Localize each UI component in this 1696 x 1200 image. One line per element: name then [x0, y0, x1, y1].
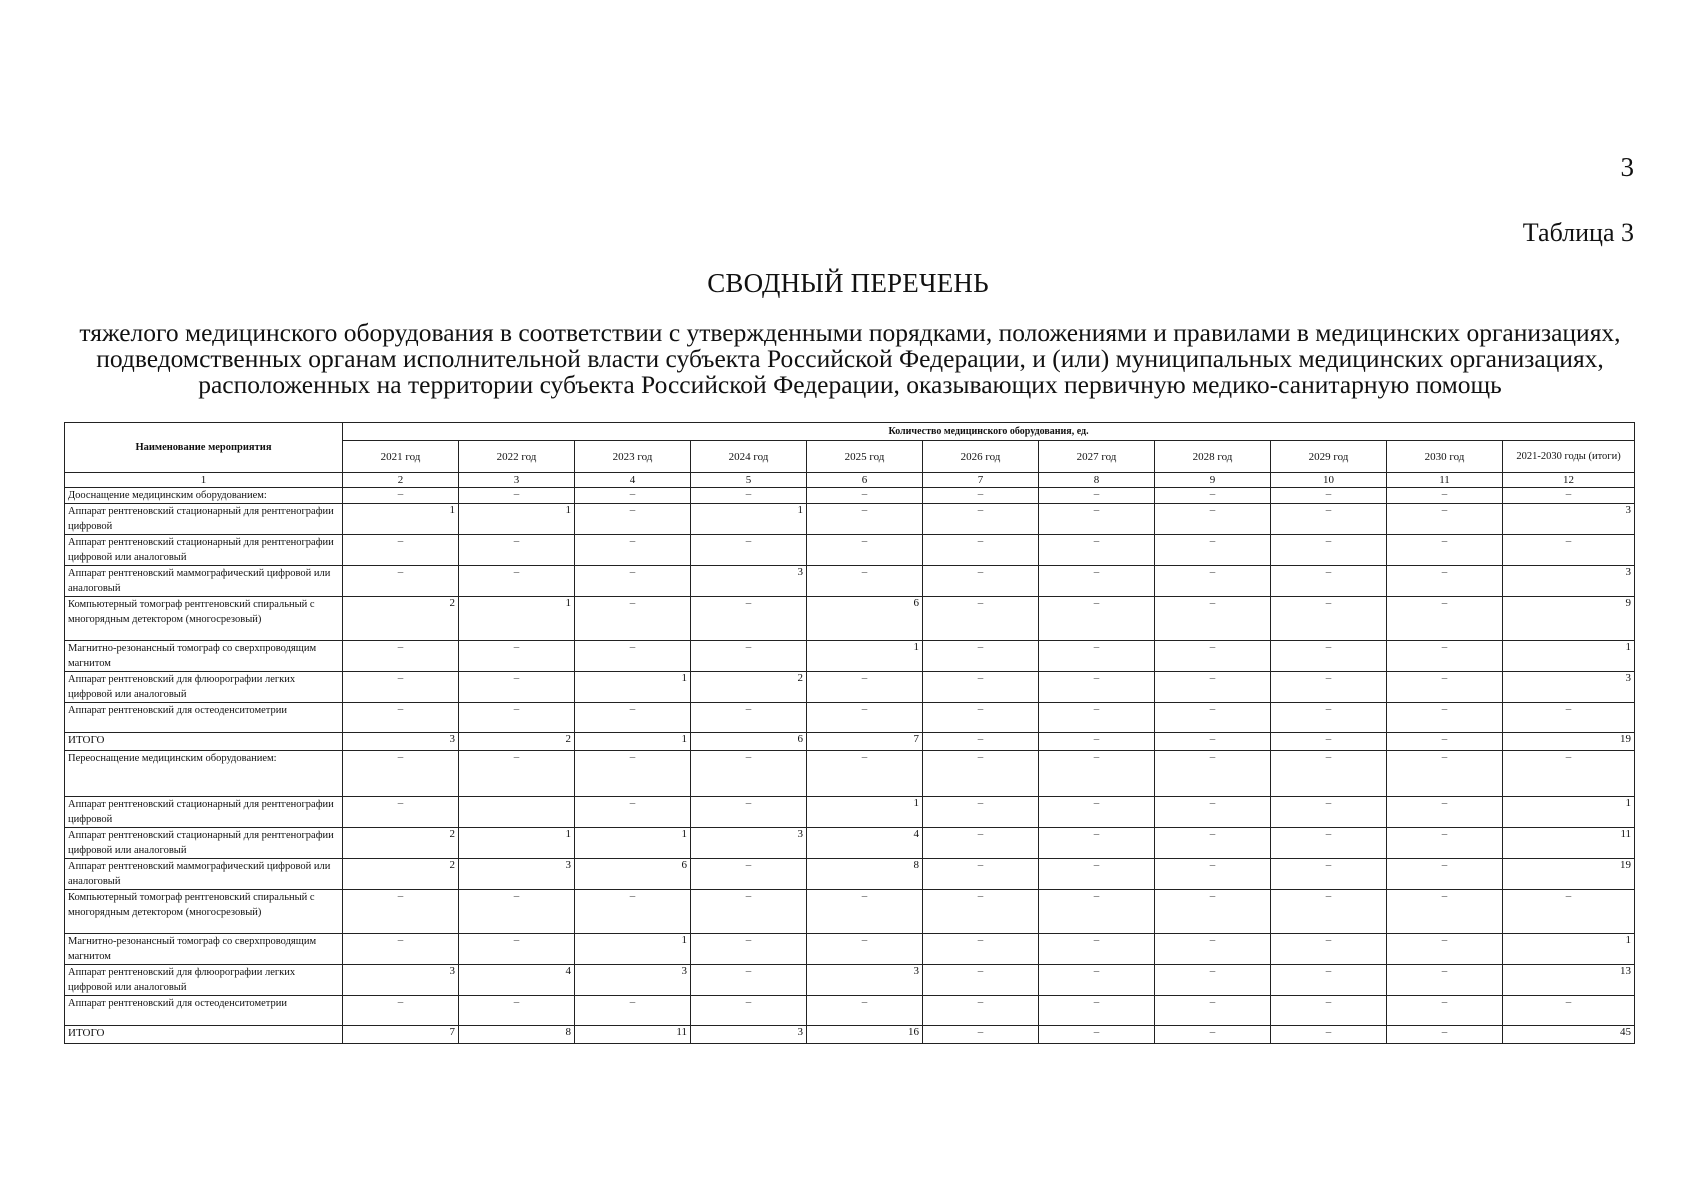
cell-value: –: [1271, 965, 1387, 996]
cell-value: –: [691, 703, 807, 733]
cell-value: –: [1155, 488, 1271, 504]
year-header: 2029 год: [1271, 441, 1387, 473]
cell-value: –: [1271, 828, 1387, 859]
column-number: 5: [691, 473, 807, 488]
cell-value: –: [807, 996, 923, 1026]
cell-value: –: [1155, 703, 1271, 733]
cell-value: –: [691, 535, 807, 566]
cell-value: 1: [691, 504, 807, 535]
cell-value: –: [1271, 672, 1387, 703]
cell-value: –: [691, 597, 807, 641]
cell-value: –: [807, 751, 923, 797]
cell-value: 45: [1503, 1026, 1635, 1044]
cell-value: –: [807, 488, 923, 504]
cell-value: 16: [807, 1026, 923, 1044]
column-number: 8: [1039, 473, 1155, 488]
cell-value: 3: [1503, 504, 1635, 535]
table-row: [65, 672, 1635, 703]
cell-value: 2: [691, 672, 807, 703]
cell-value: –: [1039, 597, 1155, 641]
table-row: [65, 566, 1635, 597]
cell-value: –: [807, 934, 923, 965]
cell-value: 6: [575, 859, 691, 890]
cell-value: –: [343, 996, 459, 1026]
quantity-header: Количество медицинского оборудования, ед.: [343, 423, 1635, 441]
cell-value: –: [1155, 535, 1271, 566]
column-number: 10: [1271, 473, 1387, 488]
cell-value: 4: [807, 828, 923, 859]
cell-value: –: [1387, 828, 1503, 859]
cell-value: –: [1039, 751, 1155, 797]
year-header: 2030 год: [1387, 441, 1503, 473]
cell-value: –: [923, 703, 1039, 733]
row-name: ИТОГО: [65, 733, 343, 751]
cell-value: –: [1387, 566, 1503, 597]
cell-value: –: [1039, 566, 1155, 597]
cell-value: –: [807, 535, 923, 566]
cell-value: 11: [1503, 828, 1635, 859]
cell-value: –: [923, 965, 1039, 996]
cell-value: –: [1155, 672, 1271, 703]
cell-value: –: [1039, 1026, 1155, 1044]
cell-value: –: [1155, 733, 1271, 751]
cell-value: –: [1039, 996, 1155, 1026]
total-row: [65, 1026, 1635, 1044]
cell-value: –: [575, 566, 691, 597]
cell-value: –: [923, 535, 1039, 566]
cell-value: –: [1271, 641, 1387, 672]
table-row: [65, 890, 1635, 934]
cell-value: –: [575, 890, 691, 934]
row-name: Аппарат рентгеновский для остеоденситометрии: [65, 996, 343, 1026]
cell-value: –: [1039, 535, 1155, 566]
cell-value: –: [807, 703, 923, 733]
cell-value: 3: [691, 1026, 807, 1044]
cell-value: –: [1155, 934, 1271, 965]
cell-value: –: [1387, 733, 1503, 751]
column-number: 4: [575, 473, 691, 488]
row-name: Аппарат рентгеновский для флюорографии легких цифровой или аналоговый: [65, 672, 343, 703]
cell-value: –: [1039, 890, 1155, 934]
cell-value: –: [459, 890, 575, 934]
cell-value: –: [575, 488, 691, 504]
cell-value: –: [343, 751, 459, 797]
cell-value: –: [1271, 934, 1387, 965]
cell-value: –: [1387, 934, 1503, 965]
year-header: 2028 год: [1155, 441, 1271, 473]
cell-value: –: [1387, 1026, 1503, 1044]
cell-value: 3: [807, 965, 923, 996]
cell-value: –: [923, 828, 1039, 859]
cell-value: –: [1155, 641, 1271, 672]
cell-value: 9: [1503, 597, 1635, 641]
column-number-row: [65, 473, 1635, 488]
cell-value: –: [923, 733, 1039, 751]
year-header: 2026 год: [923, 441, 1039, 473]
cell-value: –: [343, 934, 459, 965]
cell-value: –: [459, 641, 575, 672]
cell-value: 1: [575, 828, 691, 859]
row-name: Компьютерный томограф рентгеновский спиральный с многорядным детектором (многосрезовый): [65, 890, 343, 934]
cell-value: 8: [459, 1026, 575, 1044]
row-name: Аппарат рентгеновский стационарный для рентгенографии цифровой: [65, 504, 343, 535]
section-row: [65, 751, 1635, 797]
table-body: [65, 488, 1635, 1044]
cell-value: –: [459, 703, 575, 733]
cell-value: –: [343, 890, 459, 934]
cell-value: –: [343, 641, 459, 672]
cell-value: 1: [575, 934, 691, 965]
row-name: Аппарат рентгеновский маммографический цифровой или аналоговый: [65, 566, 343, 597]
row-name: Аппарат рентгеновский стационарный для рентгенографии цифровой: [65, 797, 343, 828]
cell-value: –: [691, 965, 807, 996]
cell-value: –: [1387, 859, 1503, 890]
cell-value: 1: [575, 733, 691, 751]
cell-value: –: [1271, 535, 1387, 566]
cell-value: –: [1503, 703, 1635, 733]
table-row: [65, 597, 1635, 641]
cell-value: –: [923, 597, 1039, 641]
row-name: Переоснащение медицинским оборудованием:: [65, 751, 343, 797]
cell-value: –: [575, 751, 691, 797]
cell-value: –: [1387, 996, 1503, 1026]
cell-value: –: [807, 890, 923, 934]
row-name: Аппарат рентгеновский стационарный для рентгенографии цифровой или аналоговый: [65, 535, 343, 566]
total-years-header: 2021-2030 годы (итоги): [1503, 441, 1635, 473]
cell-value: –: [1039, 641, 1155, 672]
cell-value: 7: [807, 733, 923, 751]
cell-value: –: [575, 996, 691, 1026]
cell-value: –: [1039, 828, 1155, 859]
cell-value: 1: [343, 504, 459, 535]
cell-value: –: [1387, 965, 1503, 996]
cell-value: –: [1155, 797, 1271, 828]
cell-value: –: [1155, 965, 1271, 996]
cell-value: –: [459, 672, 575, 703]
year-header: 2027 год: [1039, 441, 1155, 473]
cell-value: –: [691, 996, 807, 1026]
cell-value: –: [575, 641, 691, 672]
table-row: [65, 859, 1635, 890]
table-row: [65, 641, 1635, 672]
cell-value: –: [459, 996, 575, 1026]
cell-value: 1: [575, 672, 691, 703]
cell-value: –: [343, 535, 459, 566]
column-number: 3: [459, 473, 575, 488]
cell-value: –: [1271, 859, 1387, 890]
cell-value: –: [923, 859, 1039, 890]
column-number: 6: [807, 473, 923, 488]
cell-value: 3: [691, 828, 807, 859]
cell-value: –: [343, 797, 459, 828]
cell-value: –: [923, 996, 1039, 1026]
cell-value: –: [691, 751, 807, 797]
equipment-table: [64, 422, 1635, 1044]
cell-value: [459, 797, 575, 828]
cell-value: –: [1271, 597, 1387, 641]
column-number: 7: [923, 473, 1039, 488]
row-name: Дооснащение медицинским оборудованием:: [65, 488, 343, 504]
row-name: ИТОГО: [65, 1026, 343, 1044]
cell-value: –: [923, 504, 1039, 535]
cell-value: –: [1155, 504, 1271, 535]
row-name: Магнитно-резонансный томограф со сверхпроводящим магнитом: [65, 641, 343, 672]
row-name: Аппарат рентгеновский для остеоденситометрии: [65, 703, 343, 733]
cell-value: –: [343, 703, 459, 733]
cell-value: 2: [343, 828, 459, 859]
cell-value: –: [691, 859, 807, 890]
year-header: 2021 год: [343, 441, 459, 473]
cell-value: –: [1155, 890, 1271, 934]
cell-value: –: [1387, 641, 1503, 672]
page-number: 3: [1620, 152, 1634, 182]
row-name: Аппарат рентгеновский для флюорографии легких цифровой или аналоговый: [65, 965, 343, 996]
cell-value: –: [1155, 597, 1271, 641]
table-caption: Таблица 3: [1522, 218, 1634, 247]
table-row: [65, 996, 1635, 1026]
cell-value: –: [923, 672, 1039, 703]
cell-value: 3: [1503, 672, 1635, 703]
cell-value: –: [575, 797, 691, 828]
cell-value: –: [1387, 488, 1503, 504]
cell-value: –: [691, 488, 807, 504]
cell-value: 6: [807, 597, 923, 641]
cell-value: –: [459, 934, 575, 965]
cell-value: –: [923, 488, 1039, 504]
cell-value: –: [343, 566, 459, 597]
cell-value: –: [1271, 890, 1387, 934]
cell-value: –: [459, 566, 575, 597]
cell-value: 3: [343, 733, 459, 751]
document-subtitle: тяжелого медицинского оборудования в соответствии с утвержденными порядками, положениями и правилами в медицинских организациях, подведомственных органам исполнительной власти субъекта Российской Федерации, и (или) муниципальных медицинских организациях, расположенных на территории субъекта Российской Федерации, оказывающих первичную медико-санитарную помощь: [79, 318, 1621, 399]
cell-value: –: [1271, 504, 1387, 535]
table-row: [65, 535, 1635, 566]
cell-value: –: [575, 703, 691, 733]
cell-value: –: [1387, 504, 1503, 535]
cell-value: –: [1503, 890, 1635, 934]
cell-value: 4: [459, 965, 575, 996]
cell-value: –: [1039, 965, 1155, 996]
cell-value: 19: [1503, 859, 1635, 890]
cell-value: –: [807, 672, 923, 703]
cell-value: –: [575, 504, 691, 535]
cell-value: –: [1039, 504, 1155, 535]
cell-value: –: [1387, 890, 1503, 934]
cell-value: –: [1155, 996, 1271, 1026]
cell-value: –: [1503, 535, 1635, 566]
column-number: 2: [343, 473, 459, 488]
cell-value: –: [1271, 566, 1387, 597]
cell-value: –: [1155, 859, 1271, 890]
year-header: 2025 год: [807, 441, 923, 473]
cell-value: –: [923, 751, 1039, 797]
cell-value: –: [807, 566, 923, 597]
table-row: [65, 965, 1635, 996]
cell-value: –: [691, 890, 807, 934]
cell-value: 2: [343, 859, 459, 890]
cell-value: –: [459, 751, 575, 797]
cell-value: 19: [1503, 733, 1635, 751]
cell-value: –: [1387, 797, 1503, 828]
cell-value: –: [1271, 733, 1387, 751]
cell-value: –: [1155, 828, 1271, 859]
column-number: 11: [1387, 473, 1503, 488]
cell-value: –: [1155, 566, 1271, 597]
cell-value: –: [575, 535, 691, 566]
cell-value: 3: [1503, 566, 1635, 597]
cell-value: –: [1271, 703, 1387, 733]
row-name: Аппарат рентгеновский стационарный для рентгенографии цифровой или аналоговый: [65, 828, 343, 859]
cell-value: –: [807, 504, 923, 535]
cell-value: –: [1039, 733, 1155, 751]
document-title: СВОДНЫЙ ПЕРЕЧЕНЬ: [707, 268, 989, 298]
cell-value: 1: [1503, 797, 1635, 828]
cell-value: –: [1503, 996, 1635, 1026]
cell-value: –: [923, 1026, 1039, 1044]
cell-value: –: [1271, 996, 1387, 1026]
row-name: Аппарат рентгеновский маммографический цифровой или аналоговый: [65, 859, 343, 890]
cell-value: 1: [459, 504, 575, 535]
year-header: 2022 год: [459, 441, 575, 473]
cell-value: 1: [459, 828, 575, 859]
cell-value: –: [1039, 797, 1155, 828]
cell-value: –: [1503, 751, 1635, 797]
table-row: [65, 703, 1635, 733]
cell-value: –: [691, 797, 807, 828]
cell-value: 8: [807, 859, 923, 890]
year-header: 2024 год: [691, 441, 807, 473]
name-column-header: Наименование мероприятия: [65, 423, 343, 473]
cell-value: 2: [459, 733, 575, 751]
table-row: [65, 934, 1635, 965]
table-row: [65, 828, 1635, 859]
cell-value: –: [459, 535, 575, 566]
column-number: 1: [65, 473, 343, 488]
cell-value: 3: [459, 859, 575, 890]
row-name: Компьютерный томограф рентгеновский спиральный с многорядным детектором (многосрезовый): [65, 597, 343, 641]
cell-value: 1: [1503, 641, 1635, 672]
cell-value: –: [1387, 597, 1503, 641]
cell-value: 11: [575, 1026, 691, 1044]
total-row: [65, 733, 1635, 751]
cell-value: –: [1155, 751, 1271, 797]
cell-value: –: [1387, 751, 1503, 797]
year-header: 2023 год: [575, 441, 691, 473]
cell-value: 3: [691, 566, 807, 597]
cell-value: –: [691, 641, 807, 672]
cell-value: –: [575, 597, 691, 641]
cell-value: –: [923, 934, 1039, 965]
cell-value: –: [923, 890, 1039, 934]
cell-value: –: [1271, 751, 1387, 797]
row-name: Магнитно-резонансный томограф со сверхпроводящим магнитом: [65, 934, 343, 965]
cell-value: –: [1039, 672, 1155, 703]
cell-value: –: [1387, 535, 1503, 566]
cell-value: –: [1271, 1026, 1387, 1044]
cell-value: 3: [575, 965, 691, 996]
cell-value: –: [1039, 934, 1155, 965]
cell-value: –: [1503, 488, 1635, 504]
cell-value: 13: [1503, 965, 1635, 996]
cell-value: 1: [807, 797, 923, 828]
cell-value: 2: [343, 597, 459, 641]
column-number: 9: [1155, 473, 1271, 488]
cell-value: –: [343, 672, 459, 703]
cell-value: –: [923, 641, 1039, 672]
cell-value: 1: [1503, 934, 1635, 965]
cell-value: –: [1039, 703, 1155, 733]
cell-value: –: [923, 566, 1039, 597]
cell-value: 1: [459, 597, 575, 641]
cell-value: 6: [691, 733, 807, 751]
cell-value: –: [1271, 797, 1387, 828]
table-row: [65, 504, 1635, 535]
section-row: [65, 488, 1635, 504]
column-number: 12: [1503, 473, 1635, 488]
cell-value: –: [459, 488, 575, 504]
cell-value: –: [343, 488, 459, 504]
cell-value: –: [1039, 859, 1155, 890]
cell-value: –: [1387, 703, 1503, 733]
cell-value: 3: [343, 965, 459, 996]
cell-value: –: [1155, 1026, 1271, 1044]
cell-value: –: [1387, 672, 1503, 703]
cell-value: 1: [807, 641, 923, 672]
cell-value: 7: [343, 1026, 459, 1044]
table-row: [65, 797, 1635, 828]
cell-value: –: [923, 797, 1039, 828]
cell-value: –: [691, 934, 807, 965]
cell-value: –: [1039, 488, 1155, 504]
cell-value: –: [1271, 488, 1387, 504]
